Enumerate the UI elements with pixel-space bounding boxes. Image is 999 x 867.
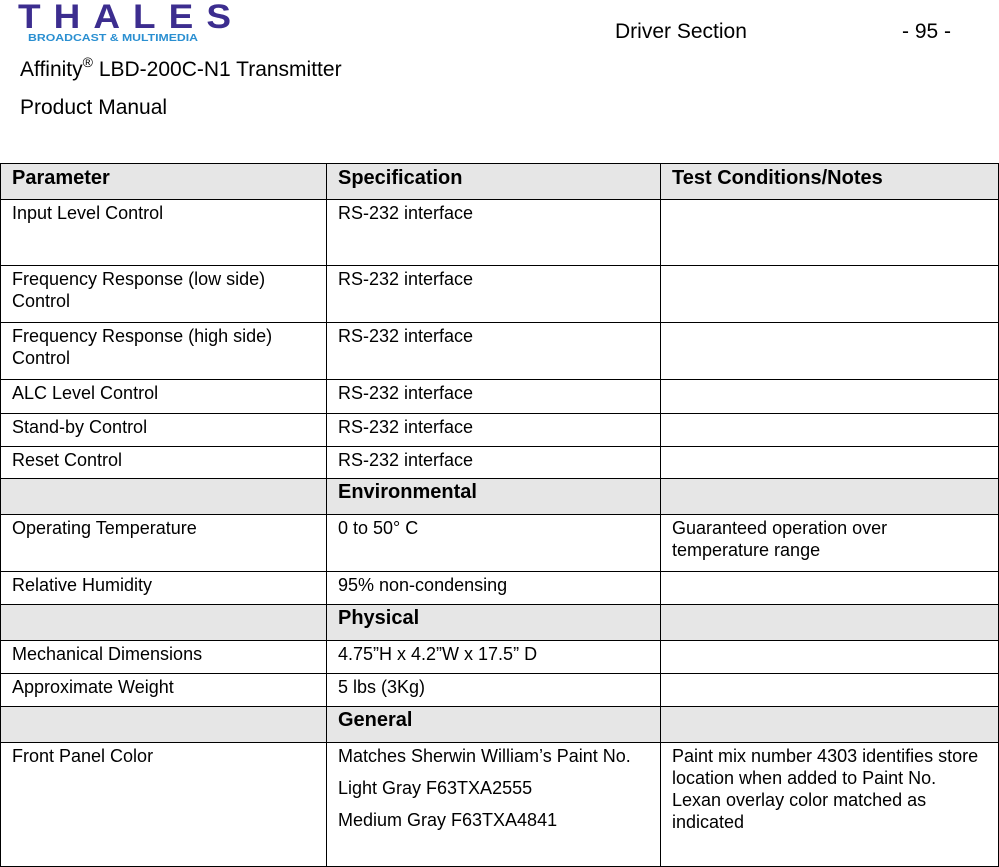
empty-cell	[1, 605, 327, 641]
table-row	[1, 266, 999, 323]
logo-wordmark: THALES	[18, 0, 244, 36]
specification-line: Matches Sherwin William’s Paint No.	[338, 746, 631, 766]
table-row	[1, 323, 999, 380]
specification-line: Light Gray F63TXA2555	[338, 778, 533, 798]
specifications-table	[0, 163, 999, 867]
notes-cell	[661, 200, 999, 266]
table-row	[1, 572, 999, 605]
column-header-notes: Test Conditions/Notes	[661, 164, 999, 200]
specification-cell: 4.75”H x 4.2”W x 17.5” D	[327, 641, 661, 674]
column-header-specification: Specification	[327, 164, 661, 200]
table-row	[1, 414, 999, 447]
section-header-environmental: Environmental	[327, 479, 661, 515]
table-row	[1, 380, 999, 414]
table-row	[1, 515, 999, 572]
table-row	[1, 743, 999, 867]
notes-cell	[661, 674, 999, 707]
parameter-cell: Approximate Weight	[1, 674, 327, 707]
specification-cell	[327, 743, 661, 867]
empty-cell	[661, 707, 999, 743]
empty-cell	[1, 479, 327, 515]
specification-cell: 95% non-condensing	[327, 572, 661, 605]
notes-cell	[661, 414, 999, 447]
empty-cell	[661, 605, 999, 641]
section-title: Driver Section	[615, 20, 747, 43]
specification-cell: RS-232 interface	[327, 200, 661, 266]
logo-tagline: BROADCAST & MULTIMEDIA	[28, 33, 198, 44]
product-suffix: LBD-200C-N1 Transmitter	[92, 58, 342, 81]
section-header-physical: Physical	[327, 605, 661, 641]
notes-cell	[661, 572, 999, 605]
table-row	[1, 447, 999, 479]
table-row	[1, 200, 999, 266]
specification-cell: RS-232 interface	[327, 323, 661, 380]
parameter-cell: Relative Humidity	[1, 572, 327, 605]
empty-cell	[661, 479, 999, 515]
table-row	[1, 674, 999, 707]
specification-cell: RS-232 interface	[327, 380, 661, 414]
parameter-cell: Mechanical Dimensions	[1, 641, 327, 674]
table-header-row	[1, 164, 999, 200]
page-number: - 95 -	[902, 20, 952, 43]
notes-cell	[661, 447, 999, 479]
parameter-cell: Input Level Control	[1, 200, 327, 266]
specification-cell: RS-232 interface	[327, 447, 661, 479]
notes-cell: Paint mix number 4303 identifies store location when added to Paint No. Lexan overlay color matched as indicated	[661, 743, 999, 867]
parameter-cell: Reset Control	[1, 447, 327, 479]
parameter-cell: Stand-by Control	[1, 414, 327, 447]
parameter-cell: ALC Level Control	[1, 380, 327, 414]
specification-cell: RS-232 interface	[327, 414, 661, 447]
section-header-general: General	[327, 707, 661, 743]
notes-cell: Guaranteed operation over temperature range	[661, 515, 999, 572]
notes-cell	[661, 641, 999, 674]
document-type: Product Manual	[20, 96, 168, 119]
table-row	[1, 641, 999, 674]
parameter-cell: Operating Temperature	[1, 515, 327, 572]
notes-cell	[661, 380, 999, 414]
product-title	[20, 54, 342, 82]
specification-cell: 0 to 50° C	[327, 515, 661, 572]
specification-cell: 5 lbs (3Kg)	[327, 674, 661, 707]
empty-cell	[1, 707, 327, 743]
section-header-row	[1, 707, 999, 743]
specification-cell: RS-232 interface	[327, 266, 661, 323]
notes-cell	[661, 323, 999, 380]
column-header-parameter: Parameter	[1, 164, 327, 200]
parameter-cell: Frequency Response (low side) Control	[1, 266, 327, 323]
registered-mark: ®	[82, 54, 93, 70]
section-header-row	[1, 479, 999, 515]
specification-line: Medium Gray F63TXA4841	[338, 810, 558, 830]
product-prefix: Affinity	[20, 58, 83, 81]
parameter-cell: Front Panel Color	[1, 743, 327, 867]
parameter-cell: Frequency Response (high side) Control	[1, 323, 327, 380]
notes-cell	[661, 266, 999, 323]
thales-logo	[18, 0, 248, 44]
section-header-row	[1, 605, 999, 641]
